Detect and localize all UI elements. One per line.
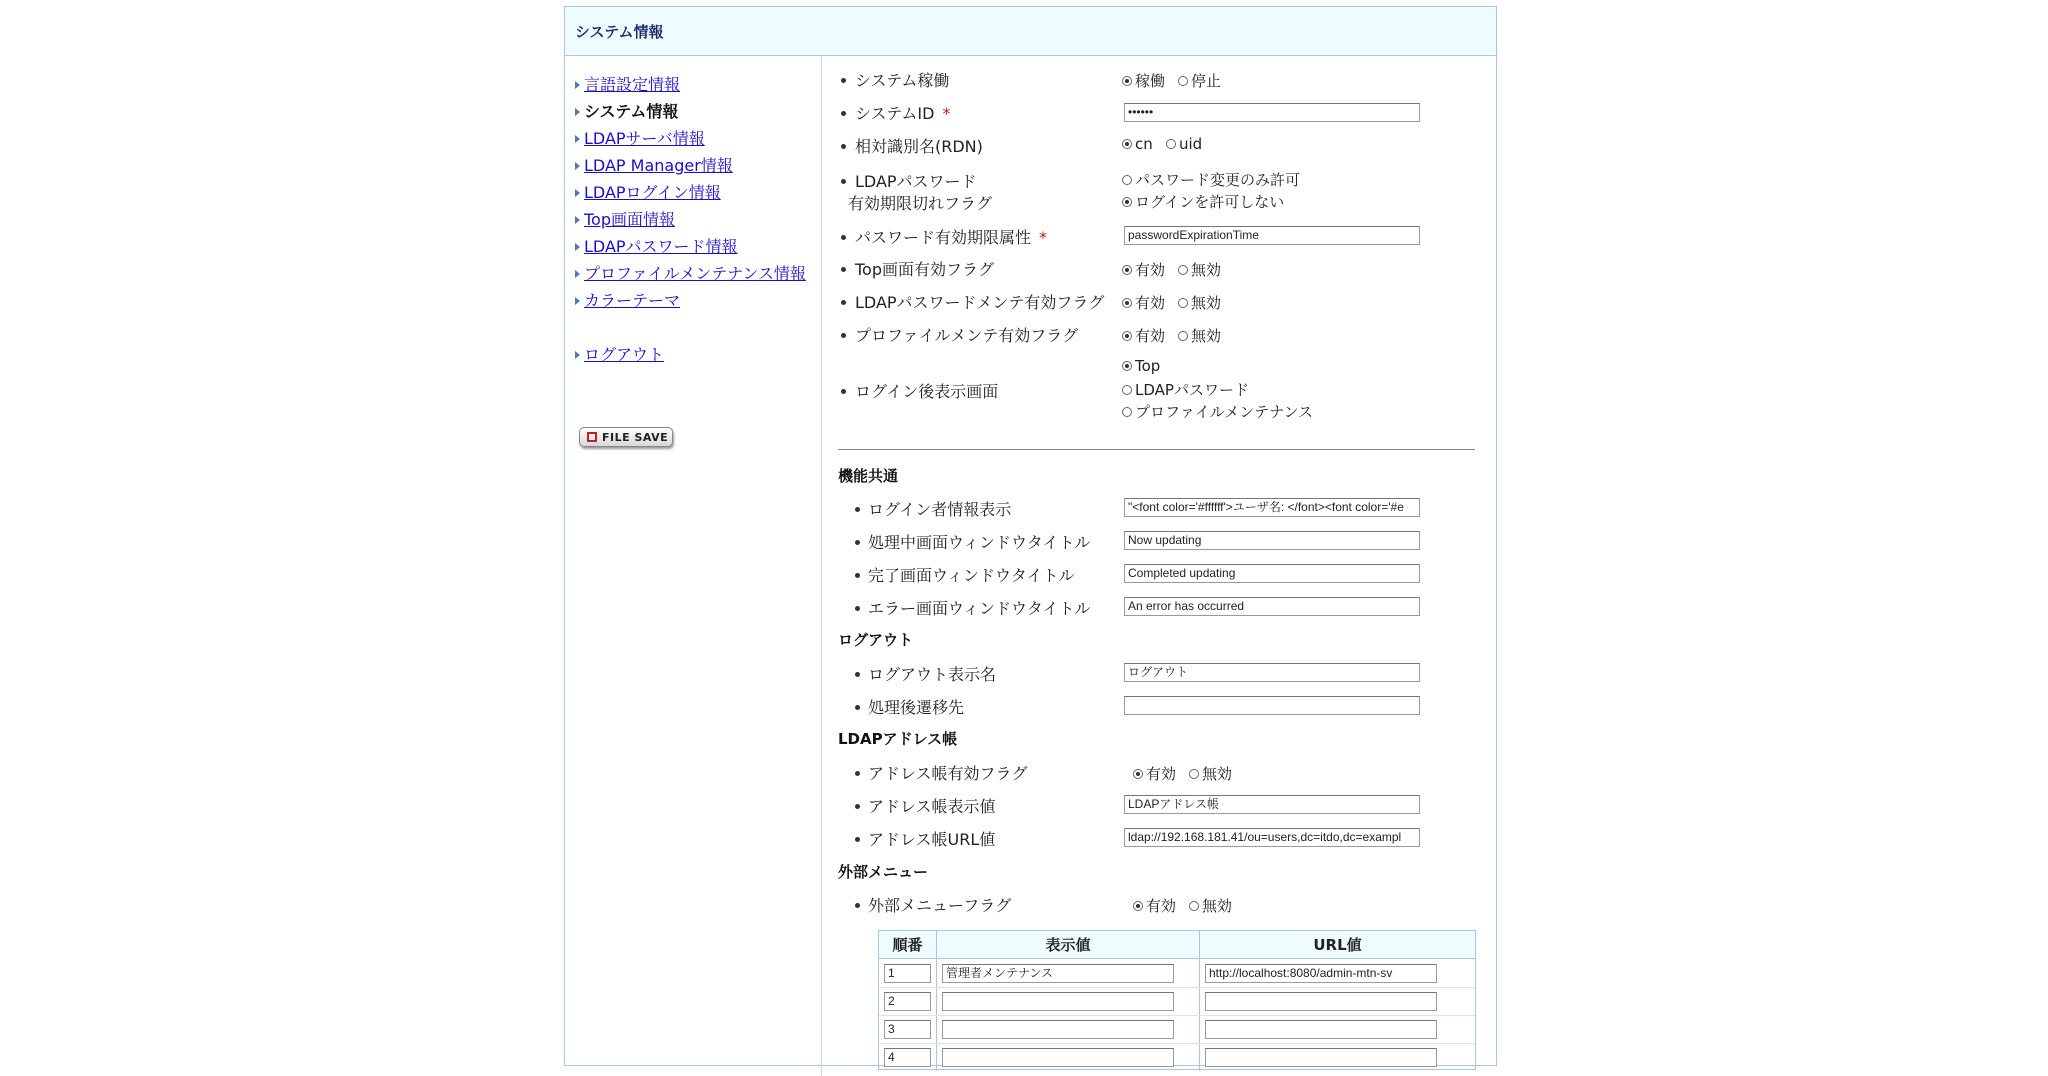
processing-title-input[interactable]: Now updating: [1124, 531, 1420, 550]
menu-order-input-3[interactable]: 3: [884, 1020, 931, 1039]
bullet: [855, 606, 860, 611]
top-flag-on-radio[interactable]: 有効: [1122, 259, 1165, 280]
address-book-display-input[interactable]: LDAPアドレス帳: [1124, 795, 1420, 814]
after-login-profile-radio[interactable]: プロファイルメンテナンス: [1122, 401, 1313, 422]
sidebar-item-ldap-manager[interactable]: LDAP Manager情報: [575, 153, 733, 176]
table-row-divider: [879, 1015, 1475, 1016]
radio-checked-icon[interactable]: [1122, 361, 1132, 371]
file-save-button[interactable]: FILE SAVE: [579, 427, 673, 447]
profile-flag-off-radio[interactable]: 無効: [1178, 325, 1221, 346]
radio-checked-icon[interactable]: [1122, 197, 1132, 207]
after-login-label: ログイン後表示画面: [855, 382, 999, 401]
radio-checked-icon[interactable]: [1133, 901, 1143, 911]
top-flag-off-radio[interactable]: 無効: [1178, 259, 1221, 280]
address-book-flag-on-radio[interactable]: 有効: [1133, 763, 1176, 784]
section-logout-title: ログアウト: [838, 631, 914, 649]
menu-order-input-4[interactable]: 4: [884, 1048, 931, 1067]
radio-checked-icon[interactable]: [1133, 769, 1143, 779]
bullet: [855, 903, 860, 908]
login-info-label: ログイン者情報表示: [868, 500, 1012, 519]
sidebar-item-logout[interactable]: ログアウト: [575, 342, 664, 365]
rdn-cn-radio[interactable]: cn: [1122, 135, 1153, 153]
system-operation-label: システム稼働: [855, 71, 950, 90]
sidebar-item-ldap-server[interactable]: LDAPサーバ情報: [575, 126, 705, 149]
section-common-title: 機能共通: [838, 467, 899, 485]
system-id-input[interactable]: ••••••: [1124, 103, 1420, 122]
radio-checked-icon[interactable]: [1122, 298, 1132, 308]
sidebar-item-system: システム情報: [575, 99, 678, 122]
bullet: [841, 144, 846, 149]
external-menu-table: [878, 930, 1476, 1070]
sidebar-item-ldap-login[interactable]: LDAPログイン情報: [575, 180, 721, 203]
redirect-input[interactable]: [1124, 696, 1420, 715]
sidebar-item-language[interactable]: 言語設定情報: [575, 72, 680, 95]
system-id-label: システムID *: [855, 104, 951, 123]
menu-url-input-4[interactable]: [1205, 1048, 1437, 1067]
bullet: [841, 333, 846, 338]
radio-checked-icon[interactable]: [1122, 139, 1132, 149]
external-menu-flag-label: 外部メニューフラグ: [868, 896, 1012, 915]
table-row-divider: [879, 987, 1475, 988]
bullet: [855, 507, 860, 512]
radio-unchecked-icon[interactable]: [1122, 385, 1132, 395]
complete-title-input[interactable]: Completed updating: [1124, 564, 1420, 583]
radio-checked-icon[interactable]: [1122, 265, 1132, 275]
bullet: [841, 267, 846, 272]
sidebar-item-color-theme[interactable]: カラーテーマ: [575, 288, 680, 311]
logout-display-input[interactable]: ログアウト: [1124, 663, 1420, 682]
rdn-label: 相対識別名(RDN): [855, 137, 983, 156]
sidebar-item-top[interactable]: Top画面情報: [575, 207, 675, 230]
sidebar-item-profile[interactable]: プロファイルメンテナンス情報: [575, 261, 806, 284]
menu-display-input-3[interactable]: [942, 1020, 1174, 1039]
radio-unchecked-icon[interactable]: [1178, 76, 1188, 86]
radio-unchecked-icon[interactable]: [1178, 331, 1188, 341]
ldap-pw-flag-label: LDAPパスワードメンテ有効フラグ: [855, 293, 1105, 312]
bullet: [841, 111, 846, 116]
table-header-order: 順番: [879, 931, 937, 959]
radio-unchecked-icon[interactable]: [1122, 175, 1132, 185]
external-menu-flag-on-radio[interactable]: 有効: [1133, 895, 1176, 916]
table-header-display: 表示値: [937, 931, 1200, 959]
bullet: [841, 235, 846, 240]
bullet: [841, 179, 846, 184]
error-title-input[interactable]: An error has occurred: [1124, 597, 1420, 616]
main-frame: [564, 6, 1497, 1066]
menu-display-input-4[interactable]: [942, 1048, 1174, 1067]
bullet: [855, 573, 860, 578]
bullet: [841, 78, 846, 83]
address-book-flag-label: アドレス帳有効フラグ: [868, 764, 1028, 783]
address-book-display-label: アドレス帳表示値: [868, 797, 996, 816]
complete-title-label: 完了画面ウィンドウタイトル: [868, 566, 1075, 585]
menu-display-input-2[interactable]: [942, 992, 1174, 1011]
radio-checked-icon[interactable]: [1122, 331, 1132, 341]
radio-checked-icon[interactable]: [1122, 76, 1132, 86]
menu-url-input-2[interactable]: [1205, 992, 1437, 1011]
radio-unchecked-icon[interactable]: [1178, 265, 1188, 275]
ldap-pw-flag-on-radio[interactable]: 有効: [1122, 292, 1165, 313]
settings-form: [565, 7, 1496, 1067]
top-flag-label: Top画面有効フラグ: [855, 260, 995, 279]
menu-url-input-3[interactable]: [1205, 1020, 1437, 1039]
bullet: [841, 389, 846, 394]
menu-order-input-1[interactable]: 1: [884, 964, 931, 983]
radio-unchecked-icon[interactable]: [1189, 901, 1199, 911]
section-address-book-title: LDAPアドレス帳: [838, 730, 958, 748]
deny-login-radio[interactable]: ログインを許可しない: [1122, 191, 1284, 212]
login-info-input[interactable]: "<font color='#ffffff'>ユーザ名: </font><font color='#e: [1124, 498, 1420, 517]
error-title-label: エラー画面ウィンドウタイトル: [868, 599, 1091, 618]
bullet: [841, 300, 846, 305]
pw-expiry-flag-label-line1: LDAPパスワード: [855, 172, 977, 191]
after-login-top-radio[interactable]: Top: [1122, 357, 1160, 375]
pw-expiry-flag-label-line2: 有効期限切れフラグ: [848, 194, 993, 213]
table-header-url: URL値: [1200, 931, 1475, 959]
page-title: システム情報: [575, 23, 664, 41]
bullet: [855, 804, 860, 809]
profile-flag-label: プロファイルメンテ有効フラグ: [855, 326, 1079, 345]
ldap-pw-flag-off-radio[interactable]: 無効: [1178, 292, 1221, 313]
menu-url-input-1[interactable]: http://localhost:8080/admin-mtn-sv: [1205, 964, 1437, 983]
section-external-menu-title: 外部メニュー: [838, 863, 929, 881]
bullet: [855, 705, 860, 710]
external-menu-flag-off-radio[interactable]: 無効: [1189, 895, 1232, 916]
redirect-label: 処理後遷移先: [868, 698, 965, 717]
system-operation-on-radio[interactable]: 稼働: [1122, 70, 1165, 91]
pw-expiry-attr-label: パスワード有効期限属性 *: [855, 228, 1048, 247]
processing-title-label: 処理中画面ウィンドウタイトル: [868, 533, 1091, 552]
logout-display-label: ログアウト表示名: [868, 665, 997, 684]
profile-flag-on-radio[interactable]: 有効: [1122, 325, 1165, 346]
bullet: [855, 540, 860, 545]
address-book-url-input[interactable]: ldap://192.168.181.41/ou=users,dc=itdo,dc=exampl: [1124, 828, 1420, 847]
radio-unchecked-icon[interactable]: [1189, 769, 1199, 779]
radio-unchecked-icon[interactable]: [1166, 139, 1176, 149]
menu-display-input-1[interactable]: 管理者メンテナンス: [942, 964, 1174, 983]
bullet: [855, 672, 860, 677]
pw-expiry-attr-input[interactable]: passwordExpirationTime: [1124, 226, 1420, 245]
radio-unchecked-icon[interactable]: [1178, 298, 1188, 308]
address-book-flag-off-radio[interactable]: 無効: [1189, 763, 1232, 784]
rdn-uid-radio[interactable]: uid: [1166, 135, 1202, 153]
bullet: [855, 771, 860, 776]
system-operation-off-radio[interactable]: 停止: [1178, 70, 1221, 91]
sidebar-item-ldap-password[interactable]: LDAPパスワード情報: [575, 234, 738, 257]
menu-order-input-2[interactable]: 2: [884, 992, 931, 1011]
after-login-ldap-radio[interactable]: LDAPパスワード: [1122, 379, 1249, 400]
radio-unchecked-icon[interactable]: [1122, 407, 1132, 417]
table-row-divider: [879, 1043, 1475, 1044]
pw-change-only-radio[interactable]: パスワード変更のみ許可: [1122, 169, 1300, 190]
bullet: [855, 837, 860, 842]
section-divider: [838, 449, 1475, 450]
address-book-url-label: アドレス帳URL値: [868, 830, 996, 849]
